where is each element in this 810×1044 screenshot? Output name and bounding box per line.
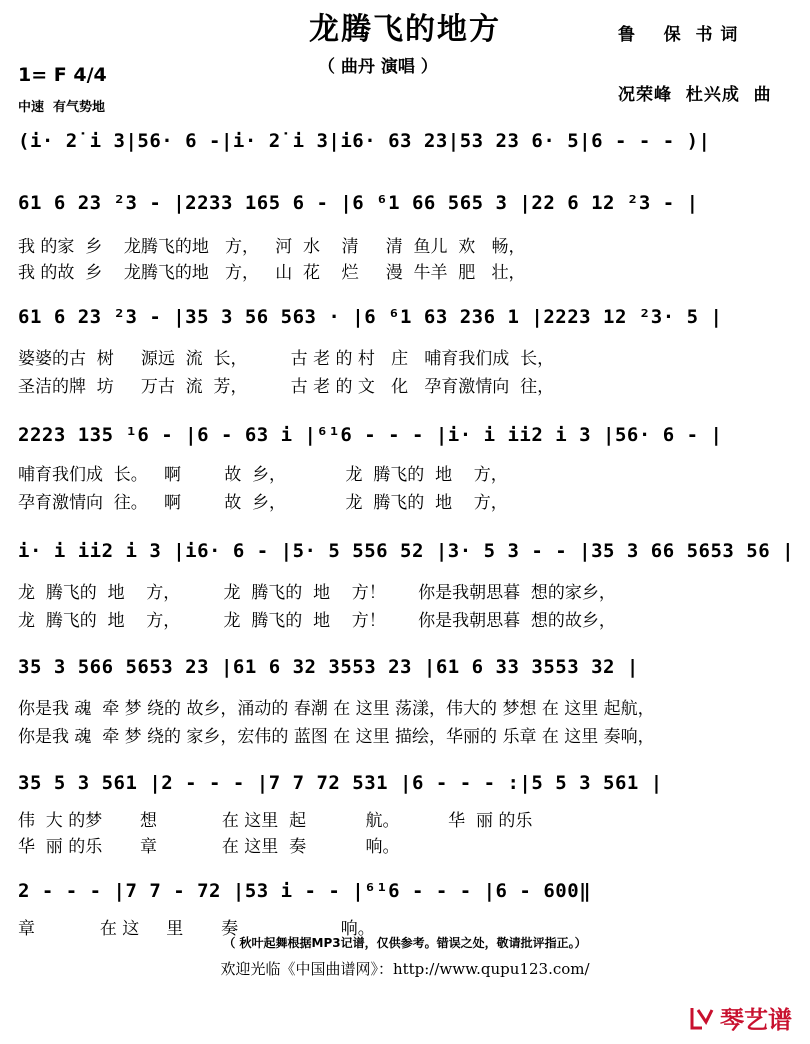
lyric-line: 圣洁的牌 坊 万古 流 芳， 古 老 的 文 化 孕育激情向 往， [18, 377, 555, 397]
transcription-note: （ 秋叶起舞根据MP3记谱，仅供参考。错误之处，敬请批评指正。） [223, 936, 587, 950]
website-link[interactable]: 欢迎光临《中国曲谱网》：http://www.qupu123.com/ [220, 960, 590, 978]
score-system-1: (i· 2̇ i 3|56· 6 -|i· 2̇ i 3|i6· 63 23|53 23 6· 5|6 - - - )| [18, 130, 711, 152]
composer-credit: 况荣峰 杜兴成 曲 [618, 85, 772, 105]
score-system-3: 61 6 23 ²3 - |35 3 56 563 · |6 ⁶1 63 236 1 |2223 12 ²3· 5 | [18, 306, 723, 328]
site-logo [688, 1000, 792, 1035]
singer-credit: （ 曲丹 演唱 ） [318, 57, 438, 77]
lyric-line: 伟 大 的梦 想 在 这里 起 航。 华 丽 的乐 [18, 811, 533, 831]
lyric-line: 章 在 这 里 奏 响。 [18, 919, 375, 939]
score-system-6: 35 3 566 5653 23 |61 6 32 3553 23 |61 6 33 3553 32 | [18, 656, 639, 678]
lyric-line: 你是我 魂 牵 梦 绕的 家乡，宏伟的 蓝图 在 这里 描绘，华丽的 乐章 在 这里 奏响， [18, 727, 655, 747]
lyric-line: 你是我 魂 牵 梦 绕的 故乡，涌动的 春潮 在 这里 荡漾，伟大的 梦想 在 这里 起航， [18, 699, 655, 719]
lyric-line: 龙 腾飞的 地 方， 龙 腾飞的 地 方！ 你是我朝思暮 想的家乡， [18, 583, 616, 603]
score-system-4: 2223 135 ¹6 - |6 - 63 i |⁶¹6 - - - |i· i ii2 i 3 |56· 6 - | [18, 424, 723, 446]
lyric-line: 孕育激情向 往。 啊 故 乡， 龙 腾飞的 地 方， [18, 493, 508, 513]
lyric-line: 我 的故 乡 龙腾飞的地 方， 山 花 烂 漫 牛羊 肥 壮， [18, 263, 526, 283]
lyric-line: 哺育我们成 长。 啊 故 乡， 龙 腾飞的 地 方， [18, 465, 508, 485]
score-system-5: i· i ii2 i 3 |i6· 6 - |5· 5 556 52 |3· 5 3 - - |35 3 66 5653 56 | [18, 540, 795, 562]
lyric-line: 我 的家 乡 龙腾飞的地 方， 河 水 清 清 鱼儿 欢 畅， [18, 237, 526, 257]
key-signature: 1= F 4/4 [18, 64, 107, 86]
lyric-line: 龙 腾飞的 地 方， 龙 腾飞的 地 方！ 你是我朝思暮 想的故乡， [18, 611, 616, 631]
score-system-7: 35 5 3 561 |2 - - - |7 7 72 531 |6 - - - :|5 5 3 561 | [18, 772, 663, 794]
logo-text: 琴艺谱 [720, 1006, 792, 1034]
score-system-8: 2 - - - |7 7 - 72 |53 i - - |⁶¹6 - - - |6 - 600‖ [18, 880, 592, 902]
score-system-2: 61 6 23 ²3 - |2233 165 6 - |6 ⁶1 66 565 3 |22 6 12 ²3 - | [18, 192, 699, 214]
lyric-line: 华 丽 的乐 章 在 这里 奏 响。 [18, 837, 400, 857]
logo-mark-icon [688, 1004, 716, 1032]
lyricist-credit: 鲁 保 书 词 [618, 25, 739, 45]
tempo-marking: 中速 有气势地 [18, 100, 106, 115]
lyric-line: 婆婆的古 树 源远 流 长， 古 老 的 村 庄 哺育我们成 长， [18, 349, 555, 369]
page-title: 龙腾飞的地方 [309, 12, 501, 47]
